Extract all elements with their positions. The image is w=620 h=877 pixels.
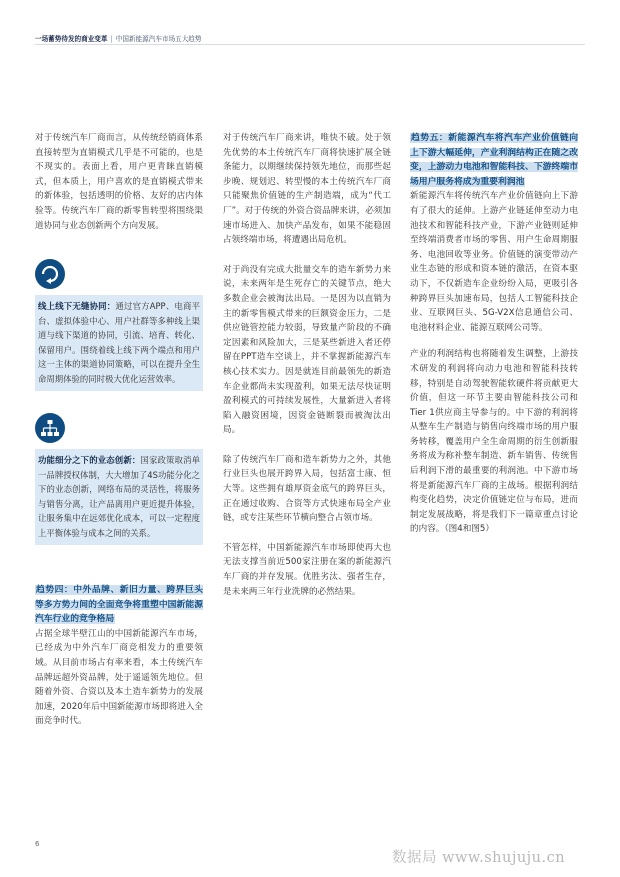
- trend-5-heading: [410, 131, 578, 189]
- hierarchy-icon: [35, 413, 65, 443]
- header-subtitle: 中国新能源汽车市场五大趋势: [115, 35, 202, 43]
- column-right: [410, 131, 578, 537]
- col3-paragraph-2: 产业的利润结构也将随着发生调整，上游技术研发的利润将向动力电池和智能科技转移，特别是自动驾驶智能软硬件将贡献更大价值，但这一环节主要由智能科技公司和Tier 1供应商主导参与的。中下游的利润将从整车生产制造与销售向终端市场的用户服务转移，覆盖用户全生命周期的衍生创新服务将成为称补整车制造、新车销售、传统售后利润下滑的最重要的利润池。中下游市场将是新能源汽车厂商的主战场。根据利润结构变化趋势，决定价值链定位与布局，进而制定发展战略，将是我们下一篇章重点讨论的内容。（图4和图5）: [410, 349, 578, 535]
- col1-paragraph-1: 对于传统汽车厂商而言，从传统经销商体系直接转型为直销模式几乎是不可能的，也是不现实的。表面上看，用户更青睐直销模式，但本质上，用户喜欢的是直销模式带来的新体验，包括透明的价格、友好的店内体验等。传统汽车厂商的新零售转型将围绕渠道协同与业态创新两个方向发展。: [35, 133, 203, 231]
- box-body-format-innovation: 国家政策取消单一品牌授权体制，大大增加了4S功能分化之下的业态创新，网络布局的灵活性，将服务与销售分离，让产品离用户更近提升体验，让服务集中在远郊优化成本，可以一定程度上平衡体验与成本之间的关系。: [38, 455, 201, 538]
- page-header: [35, 33, 201, 43]
- col3-paragraph-1: 新能源汽车将传统汽车产业价值链向上下游有了很大的延伸。上游产业链延伸至动力电池技术和智能科技产业，下游产业链则延伸至终端消费者市场的零售、用户生命周期服务、电池回收等业务。价值链的演变带动产业生态链的形成和资本链的激活，在资本驱动下，不仅新造车企业纷纷入局，更吸引各种跨界巨头加速布局，包括人工智能科技企业、互联网巨头、5G-V2X信息通信公司、电池材料企业、能源互联网公司等。: [410, 191, 578, 333]
- box-title-channel-sync: 线上线下无缝协同：: [38, 301, 116, 311]
- box-body-channel-sync: 通过官方APP、电商平台、虚拟体验中心、用户社群等多种线上渠道与线下渠道的协同，引流、培育、转化、保留用户。围绕着线上线下两个端点和用户这一主体的渠道协同策略，可以在提升全生命周期体验的同时极大优化运营效率。: [38, 301, 200, 384]
- column-left-lower: [35, 583, 203, 729]
- col2-paragraph-3: 除了传统汽车厂商和造车新势力之外，其他行业巨头也展开跨界入局，包括富士康、恒大等。这些拥有雄厚资金底气的跨界巨头，正在通过收购、合资等方式快速布局全产业链，或专注某些环节横向整合占领市场。: [223, 454, 391, 524]
- col2-paragraph-4: 不管怎样，中国新能源汽车市场即使再大也无法支撑当前近500家注册在案的新能源汽车厂商的并存发展。优胜劣汰、强者生存，是未来两三年行业洗牌的必然结果。: [223, 542, 391, 597]
- watermark: 数据局 www.shujuju.cn: [392, 850, 566, 866]
- sync-arrows-icon: [35, 259, 65, 289]
- info-box-format-innovation: [35, 449, 203, 545]
- header-section: 一场蓄势待发的商业变革: [35, 35, 108, 43]
- info-box-channel-sync: [35, 295, 203, 391]
- box-title-format-innovation: 功能细分之下的业态创新：: [38, 455, 141, 465]
- header-separator: |: [110, 35, 113, 43]
- trend-4-heading: [35, 583, 203, 627]
- header-rule: [35, 44, 585, 45]
- column-middle: [223, 131, 391, 599]
- column-left: [35, 131, 203, 233]
- trend-5-title: 趋势五：新能源汽车将汽车产业价值链向上下游大幅延伸，产业利润结构正在随之改变，上游动力电池和智能科技、下游终端市场用户服务将成为重要利润池: [410, 133, 578, 187]
- page-number: 6: [35, 840, 40, 848]
- col2-paragraph-2: 对于尚没有完成大批量交车的造车新势力来说，未来两年是生死存亡的关键节点，绝大多数企业会被淘汰出局。一是因为以直销为主的新零售模式带来的巨额资金压力，二是供应链管控能力较弱，导致量产阶段的不确定因素和风险加大，三是某些新进入者还停留在PPT造车空谈上，并不掌握新能源汽车核心技术实力。因是就连目前最领先的新造车企业都尚未实现盈利，如果无法尽快证明盈利模式的可持续发展性，大量新进入者将陷入融资困境，因资金链断裂而被淘汰出局。: [223, 264, 391, 436]
- col2-paragraph-1: 对于传统汽车厂商来讲，唯快不破。处于领先优势的本土传统汽车厂商将快速扩展全链条能力，以期继续保持领先地位，而那些起步晚、规划迟、转型慢的本土传统汽车厂商只能聚焦价值链的生产制造端，成为“代工厂”。对于传统的外资合资品牌来讲，必须加速市场进入、加快产品发布，如果不能稳固占领终端市场，将遭遇出局危机。: [223, 133, 391, 246]
- col1-paragraph-2: 占据全球半壁江山的中国新能源汽车市场，已经成为中外汽车厂商竞相发力的重要领域。从目前市场占有率来看，本土传统汽车品牌远超外资品牌，处于遥遥领先地位。但随着外资、合资以及本土造车新势力的发展加速，2020年后中国新能源市场即将进入全面竞争时代。: [35, 628, 203, 727]
- trend-4-title: 趋势四：中外品牌、新旧力量、跨界巨头等多方势力间的全面竞争将重塑中国新能源汽车行业的竞争格局: [35, 585, 203, 625]
